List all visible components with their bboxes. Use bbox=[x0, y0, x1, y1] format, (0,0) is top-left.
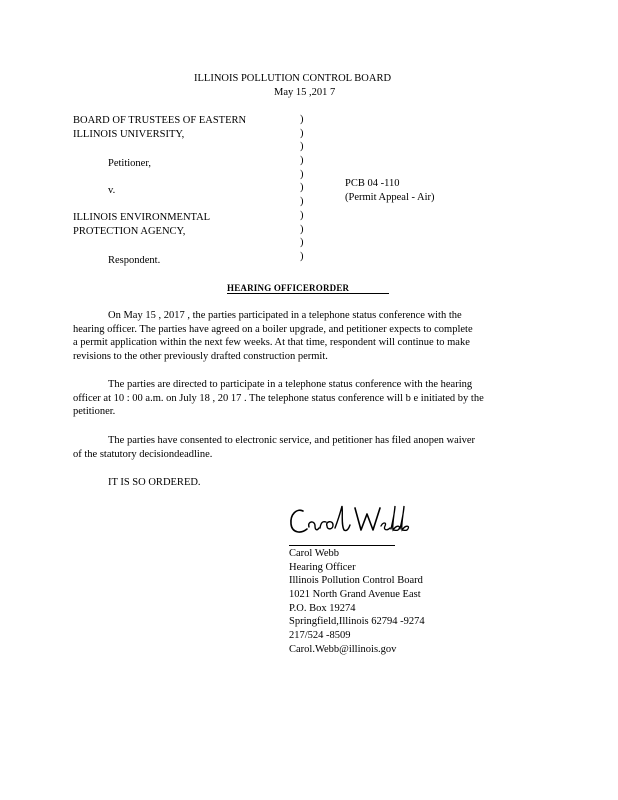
order-paragraph-4 bbox=[73, 476, 529, 490]
order-paragraph-2 bbox=[73, 378, 529, 419]
paragraph-line: The parties are directed to participate in a telephone status conference with the hearing bbox=[108, 379, 473, 390]
paragraph-line: officer at 10 : 00 a.m. on July 18 , 20 17 . The telephone status conference will b e initiated by the bbox=[73, 392, 484, 404]
paragraph-line: On May 15 , 2017 , the parties participated in a telephone status conference with the bbox=[108, 310, 462, 321]
paren-mark: ) bbox=[300, 209, 304, 221]
paragraph-line: of the statutory decisiondeadline. bbox=[73, 448, 213, 460]
order-title: HEARING OFFICERORDER bbox=[227, 283, 350, 293]
signer-phone: 217/524 -8509 bbox=[289, 630, 351, 642]
signer-title: Hearing Officer bbox=[289, 561, 356, 573]
paragraph-line: revisions to the other previously drafted construction permit. bbox=[73, 351, 328, 363]
petitioner-name-line-1: BOARD OF TRUSTEES OF EASTERN bbox=[73, 115, 247, 126]
paragraph-line: a permit application within the next few weeks. At that time, respondent will continue to make bbox=[73, 337, 470, 349]
petitioner-role: Petitioner, bbox=[108, 158, 152, 169]
paragraph-line: petitioner. bbox=[73, 406, 116, 418]
signer-email: Carol.Webb@illinois.gov bbox=[289, 643, 397, 655]
paren-mark: ) bbox=[300, 127, 304, 139]
respondent-name-line-1: ILLINOIS ENVIRONMENTAL bbox=[73, 212, 211, 223]
paren-mark: ) bbox=[300, 223, 304, 235]
order-date: May 15 ,201 7 bbox=[274, 87, 336, 98]
versus-label: v. bbox=[108, 185, 116, 196]
order-title-underline bbox=[227, 293, 389, 294]
signature-block bbox=[289, 547, 425, 657]
paren-mark: ) bbox=[300, 155, 304, 167]
caption-paren-column bbox=[300, 113, 304, 264]
paren-mark: ) bbox=[300, 182, 304, 194]
paragraph-line: IT IS SO ORDERED. bbox=[108, 477, 201, 488]
paren-mark: ) bbox=[300, 196, 304, 208]
case-number: PCB 04 -110 bbox=[345, 178, 400, 189]
signer-agency: Illinois Pollution Control Board bbox=[289, 575, 423, 587]
respondent-name-line-2: PROTECTION AGENCY, bbox=[73, 226, 186, 237]
paragraph-line: The parties have consented to electronic service, and petitioner has filed anopen waiver bbox=[108, 435, 476, 446]
signer-name: Carol Webb bbox=[289, 548, 339, 559]
respondent-role: Respondent. bbox=[108, 255, 161, 266]
paren-mark: ) bbox=[300, 114, 304, 125]
petitioner-name-line-2: ILLINOIS UNIVERSITY, bbox=[73, 129, 185, 140]
agency-title: ILLINOIS POLLUTION CONTROL BOARD bbox=[194, 73, 392, 84]
signature-drawing bbox=[287, 500, 412, 542]
paren-mark: ) bbox=[300, 141, 304, 153]
order-paragraph-1 bbox=[73, 309, 529, 364]
paren-mark: ) bbox=[300, 168, 304, 180]
order-paragraph-3 bbox=[73, 434, 529, 461]
paren-mark: ) bbox=[300, 250, 304, 262]
signature-line bbox=[289, 545, 395, 546]
signer-po-box: P.O. Box 19274 bbox=[289, 602, 356, 614]
paragraph-line: hearing officer. The parties have agreed on a boiler upgrade, and petitioner expects to complete bbox=[73, 323, 473, 335]
handwritten-signature bbox=[287, 500, 412, 547]
case-type: (Permit Appeal - Air) bbox=[345, 192, 435, 203]
signer-city-state-zip: Springfield,Illinois 62794 -9274 bbox=[289, 616, 425, 628]
signer-street-address: 1021 North Grand Avenue East bbox=[289, 589, 421, 601]
paren-mark: ) bbox=[300, 237, 304, 249]
